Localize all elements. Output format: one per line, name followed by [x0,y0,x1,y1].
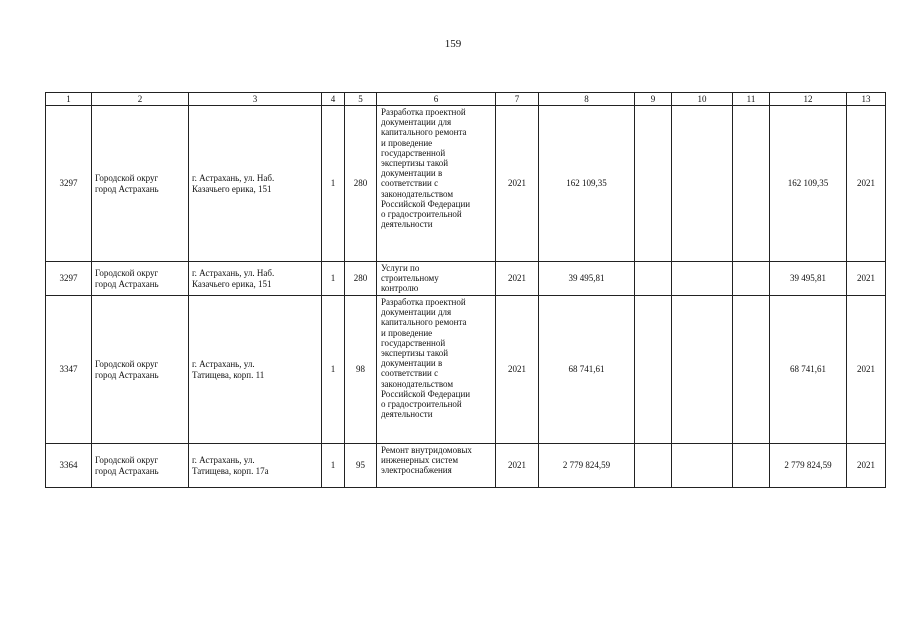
address-cell [189,296,322,444]
address-cell-line: Татищева, корп. 17а [192,465,269,476]
funding-cell: 162 109,35 [770,106,847,262]
col9-cell [635,262,672,296]
work-type-cell-line: деятельности [381,219,433,230]
address-cell-line: г. Астрахань, ул. Наб. [192,173,275,184]
municipality-cell-line: Городской округ [95,268,159,279]
col10-cell [672,106,733,262]
municipality-cell-line: город Астрахань [95,183,159,194]
record-number-cell: 3297 [46,262,92,296]
year-cell: 2021 [496,296,539,444]
address-cell [189,444,322,488]
col9-cell [635,296,672,444]
work-type-cell-line: экспертизы такой [381,348,449,359]
column-number: 13 [847,93,886,106]
work-type-cell-line: законодательством [381,378,454,389]
address-cell-line: г. Астрахань, ул. [192,455,255,466]
col4-cell: 1 [322,106,345,262]
municipality-cell [92,296,189,444]
col4-cell: 1 [322,296,345,444]
total-cost-cell: 39 495,81 [539,262,635,296]
record-number-cell: 3297 [46,106,92,262]
year-cell: 2021 [496,444,539,488]
record-number-cell: 3364 [46,444,92,488]
work-type-cell-line: электроснабжения [381,465,452,476]
column-number: 4 [322,93,345,106]
municipality-cell-line: Городской округ [95,455,159,466]
work-type-cell [377,296,496,444]
total-cost-cell: 68 741,61 [539,296,635,444]
work-type-cell-line: документации в [381,358,443,369]
municipality-cell-line: город Астрахань [95,465,159,476]
work-type-cell-line: Российской Федерации [381,198,471,209]
completion-year-cell: 2021 [847,444,886,488]
work-type-cell-line: экспертизы такой [381,158,449,169]
col5-cell: 95 [345,444,377,488]
municipality-cell-line: город Астрахань [95,369,159,380]
column-number: 2 [92,93,189,106]
work-type-cell-line: соответствии с [381,368,439,379]
work-type-cell-line: капитального ремонта [381,317,467,328]
column-number: 12 [770,93,847,106]
col4-cell: 1 [322,262,345,296]
address-cell-line: Казачьего ерика, 151 [192,183,272,194]
work-type-cell-line: государственной [381,147,446,158]
work-type-cell-line: документации для [381,117,452,128]
address-cell-line: г. Астрахань, ул. Наб. [192,268,275,279]
table-row [46,262,886,296]
column-number-row [46,93,886,106]
municipality-cell-line: Городской округ [95,359,159,370]
year-cell: 2021 [496,262,539,296]
work-type-cell [377,444,496,488]
completion-year-cell: 2021 [847,106,886,262]
work-type-cell-line: государственной [381,337,446,348]
work-type-cell-line: деятельности [381,409,433,420]
work-type-cell-line: Ремонт внутридомовых [381,445,472,455]
work-type-cell-line: инженерных систем [381,455,459,466]
funding-cell: 2 779 824,59 [770,444,847,488]
work-type-cell-line: о градостроительной [381,209,462,220]
work-type-cell-line: и проведение [381,327,433,338]
total-cost-cell: 162 109,35 [539,106,635,262]
col11-cell [733,296,770,444]
municipality-cell [92,444,189,488]
col11-cell [733,444,770,488]
page-number: 159 [444,38,462,50]
funding-cell: 68 741,61 [770,296,847,444]
table-row [46,296,886,444]
work-type-cell-line: Российской Федерации [381,388,471,399]
completion-year-cell: 2021 [847,262,886,296]
col11-cell [733,262,770,296]
column-number: 3 [189,93,322,106]
column-number: 7 [496,93,539,106]
address-cell-line: Татищева, корп. 11 [192,369,265,380]
column-number: 8 [539,93,635,106]
col10-cell [672,296,733,444]
work-type-cell-line: Разработка проектной [381,107,466,117]
col9-cell [635,106,672,262]
work-type-cell-line: Услуги по [381,263,420,273]
col10-cell [672,262,733,296]
column-number: 11 [733,93,770,106]
municipality-cell [92,262,189,296]
work-type-cell-line: документации в [381,168,443,179]
col5-cell: 280 [345,262,377,296]
funding-cell: 39 495,81 [770,262,847,296]
register-table [45,92,886,488]
completion-year-cell: 2021 [847,296,886,444]
column-number: 1 [46,93,92,106]
address-cell-line: г. Астрахань, ул. [192,359,255,370]
work-type-cell-line: Разработка проектной [381,297,466,307]
table-row [46,106,886,262]
col5-cell: 98 [345,296,377,444]
municipality-cell [92,106,189,262]
work-type-cell-line: строительному [381,273,439,284]
col9-cell [635,444,672,488]
address-cell [189,262,322,296]
total-cost-cell: 2 779 824,59 [539,444,635,488]
municipality-cell-line: город Астрахань [95,278,159,289]
address-cell-line: Казачьего ерика, 151 [192,278,272,289]
work-type-cell [377,106,496,262]
work-type-cell-line: законодательством [381,188,454,199]
address-cell [189,106,322,262]
year-cell: 2021 [496,106,539,262]
work-type-cell [377,262,496,296]
municipality-cell-line: Городской округ [95,173,159,184]
col11-cell [733,106,770,262]
table-row [46,444,886,488]
col4-cell: 1 [322,444,345,488]
work-type-cell-line: документации для [381,307,452,318]
col5-cell: 280 [345,106,377,262]
work-type-cell-line: и проведение [381,137,433,148]
column-number: 10 [672,93,733,106]
record-number-cell: 3347 [46,296,92,444]
work-type-cell-line: о градостроительной [381,399,462,410]
col10-cell [672,444,733,488]
work-type-cell-line: соответствии с [381,178,439,189]
work-type-cell-line: контролю [381,283,419,294]
column-number: 6 [377,93,496,106]
work-type-cell-line: капитального ремонта [381,127,467,138]
column-number: 5 [345,93,377,106]
column-number: 9 [635,93,672,106]
